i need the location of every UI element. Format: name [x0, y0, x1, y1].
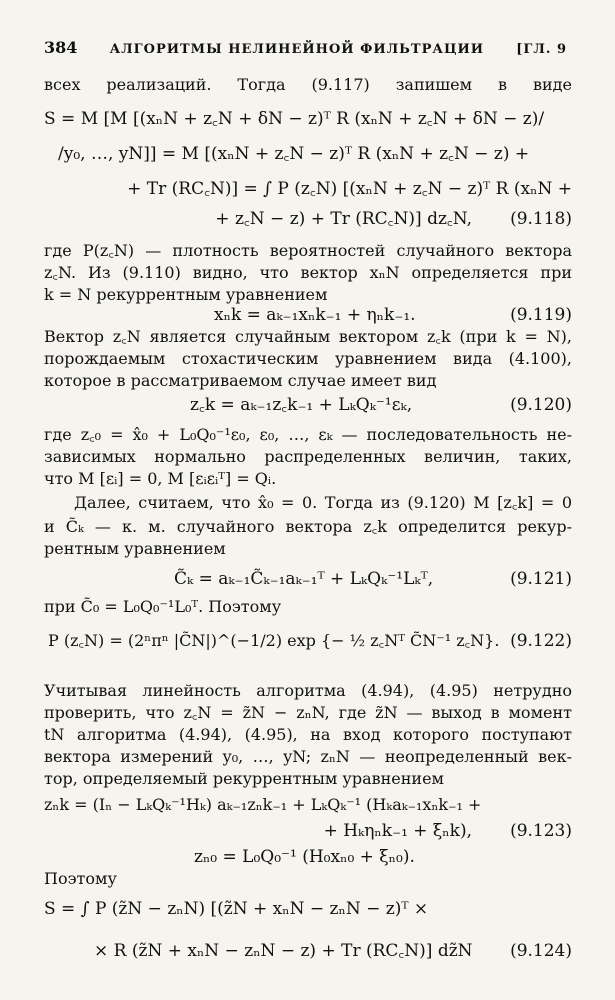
equation-number: (9.123): [510, 821, 572, 841]
equation-body: P (z꜀N) = (2ⁿπⁿ |C̃N|)^(−1/2) exp {− ½ z꜀Nᵀ C̃N⁻¹ z꜀N}.: [48, 631, 500, 650]
text-line: где P(z꜀N) — плотность вероятностей случайного вектора: [44, 241, 572, 260]
text-line: где z꜀₀ = x̂₀ + L₀Q₀⁻¹ε₀, ε₀, …, εₖ — последовательность не-: [44, 425, 572, 444]
text-line: Учитывая линейность алгоритма (4.94), (4.95) нетрудно: [44, 681, 572, 700]
equation-number: (9.119): [510, 305, 572, 325]
text-line: зависимых нормально распределенных величин, таких,: [44, 447, 572, 466]
text-line: всех реализаций. Тогда (9.117) запишем в виде: [44, 75, 572, 94]
equation-line: /y₀, …, yN]] = M [(xₙN + z꜀N − z)ᵀ R (xₙN + z꜀N − z) +: [58, 144, 530, 164]
chapter-label: [ГЛ. 9: [516, 42, 567, 57]
equation-body: z꜀k = aₖ₋₁z꜀k₋₁ + LₖQₖ⁻¹εₖ,: [190, 395, 413, 415]
page-number: 384: [44, 38, 78, 57]
equation-number: (9.122): [510, 631, 572, 651]
running-header: [44, 38, 567, 57]
text-line: и C̃ₖ — к. м. случайного вектора z꜀k определится рекур-: [44, 517, 572, 536]
text-line: порождаемым стохастическим уравнением вида (4.100),: [44, 349, 572, 368]
text-line: Поэтому: [44, 869, 117, 888]
equation-body: × R (z̃N + xₙN − zₙN − z) + Tr (RC꜀N)] dz̃N: [94, 941, 473, 961]
text-line: тор, определяемый рекуррентным уравнением: [44, 769, 444, 788]
equation-body: + z꜀N − z) + Tr (RC꜀N)] dz꜀N,: [215, 209, 472, 229]
running-title: АЛГОРИТМЫ НЕЛИНЕЙНОЙ ФИЛЬТРАЦИИ: [109, 42, 485, 57]
equation-number: (9.124): [510, 941, 572, 961]
text-line: что M [εᵢ] = 0, M [εᵢεᵢᵀ] = Qᵢ.: [44, 469, 277, 488]
equation-line: zₙk = (Iₙ − LₖQₖ⁻¹Hₖ) aₖ₋₁zₙk₋₁ + LₖQₖ⁻¹ (Hₖaₖ₋₁xₙk₋₁ +: [44, 795, 482, 814]
text-line: Далее, считаем, что x̂₀ = 0. Тогда из (9.120) M [z꜀k] = 0: [74, 493, 572, 512]
equation-line: + Tr (RC꜀N)] = ∫ P (z꜀N) [(xₙN + z꜀N − z)ᵀ R (xₙN +: [127, 179, 572, 199]
equation-body: xₙk = aₖ₋₁xₙk₋₁ + ηₙk₋₁.: [214, 305, 416, 325]
equation-line: S = M [M [(xₙN + z꜀N + δN − z)ᵀ R (xₙN + z꜀N + δN − z)/: [44, 109, 545, 129]
text-line: k = N рекуррентным уравнением: [44, 285, 328, 304]
equation-number: (9.120): [510, 395, 572, 415]
text-line: Вектор z꜀N является случайным вектором z꜀k (при k = N),: [44, 327, 572, 346]
text-line: которое в рассматриваемом случае имеет вид: [44, 371, 437, 390]
text-line: проверить, что z꜀N = z̃N − zₙN, где z̃N — выход в момент: [44, 703, 572, 722]
text-line: tN алгоритма (4.94), (4.95), на вход которого поступают: [44, 725, 572, 744]
equation-number: (9.121): [510, 569, 572, 589]
equation-line: S = ∫ P (z̃N − zₙN) [(z̃N + xₙN − zₙN − z)ᵀ ×: [44, 899, 429, 919]
text-line: при C̃₀ = L₀Q₀⁻¹L₀ᵀ. Поэтому: [44, 597, 282, 616]
equation-body: zₙ₀ = L₀Q₀⁻¹ (H₀xₙ₀ + ξₙ₀).: [194, 847, 415, 867]
equation-body: C̃ₖ = aₖ₋₁C̃ₖ₋₁aₖ₋₁ᵀ + LₖQₖ⁻¹Lₖᵀ,: [174, 569, 434, 589]
equation-body: + Hₖηₙk₋₁ + ξₙk),: [323, 821, 472, 841]
text-line: z꜀N. Из (9.110) видно, что вектор xₙN определяется при: [44, 263, 572, 282]
text-line: вектора измерений y₀, …, yN; zₙN — неопределенный век-: [44, 747, 572, 766]
text-line: рентным уравнением: [44, 539, 226, 558]
equation-number: (9.118): [510, 209, 572, 229]
